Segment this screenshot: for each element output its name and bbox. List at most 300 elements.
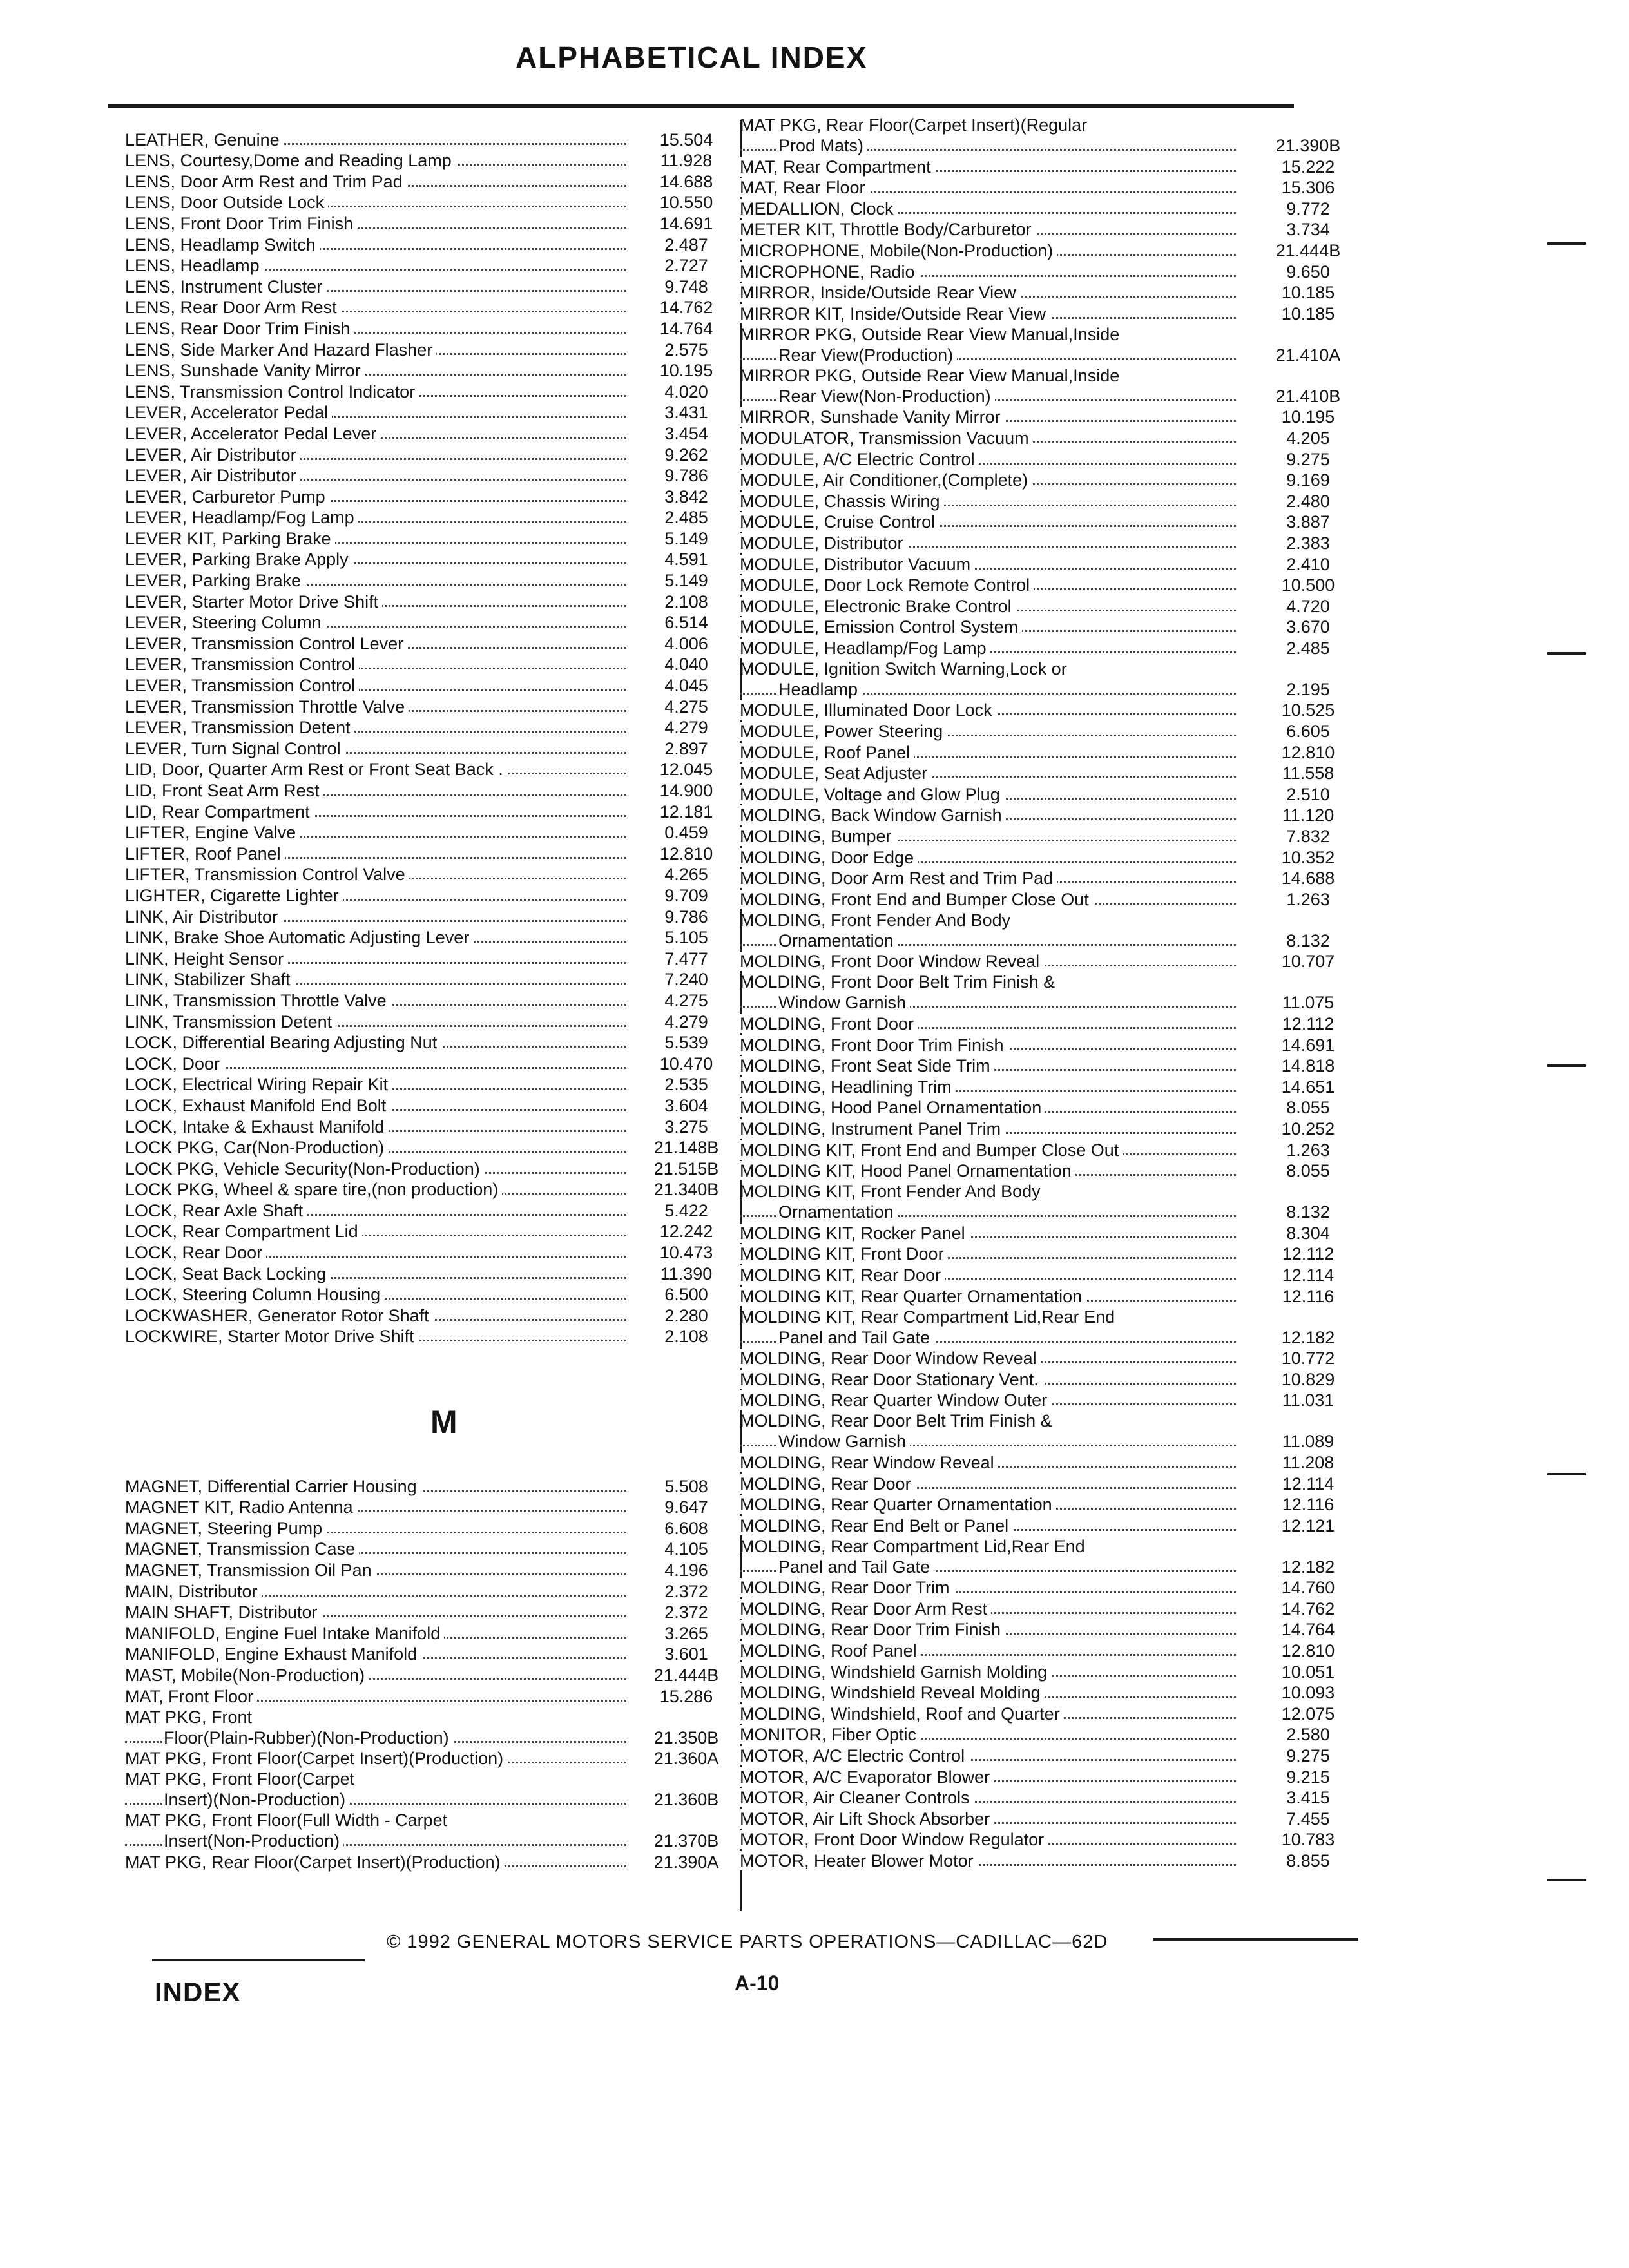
entry-name — [740, 742, 1245, 763]
entry-page-ref: 21.390A — [653, 1852, 719, 1872]
index-entry — [125, 1305, 737, 1326]
entry-page-ref: 8.855 — [1286, 1851, 1330, 1870]
entry-name — [125, 465, 635, 486]
index-entry — [740, 700, 1371, 721]
entry-name-line: MOLDING, Rear Door Belt Trim Finish & — [740, 1411, 1052, 1431]
index-entry — [740, 825, 1371, 847]
entry-page-ref: 21.370B — [653, 1831, 719, 1851]
entry-page-ref: 2.480 — [1286, 491, 1330, 511]
entry-name-text: LOCK PKG, Wheel & spare tire,(non production) — [125, 1180, 502, 1199]
index-entry — [740, 1619, 1371, 1640]
entry-name-continuation — [740, 1557, 1245, 1577]
entry-page-ref: 12.121 — [1281, 1515, 1335, 1535]
entry-name-text: MOLDING, Windshield, Roof and Quarter — [740, 1704, 1064, 1724]
index-entry — [125, 885, 737, 906]
entry-name — [125, 1748, 635, 1769]
entry-name — [125, 549, 635, 570]
entry-name-continuation — [740, 992, 1245, 1013]
index-entry — [740, 1682, 1371, 1704]
entry-page-ref: 4.265 — [664, 865, 708, 885]
footer-rule-right — [1153, 1938, 1358, 1941]
entry-name-text: MOLDING, Front Door Trim Finish — [740, 1035, 1008, 1055]
entry-name — [125, 445, 635, 465]
entry-name — [740, 1014, 1245, 1034]
entry-page-ref: 14.764 — [1281, 1620, 1335, 1640]
entry-name — [125, 402, 635, 423]
entry-name-text: MOLDING, Roof Panel — [740, 1641, 921, 1660]
entry-page-ref: 4.045 — [664, 676, 708, 696]
entry-name-text: LID, Front Seat Arm Rest — [125, 781, 323, 800]
entry-name — [125, 507, 635, 528]
entry-page-ref: 10.195 — [659, 361, 713, 381]
entry-page-ref: 3.887 — [1286, 512, 1330, 532]
entry-page-ref: 9.275 — [1286, 449, 1330, 469]
entry-name-text: MOLDING, Windshield Garnish Molding — [740, 1662, 1051, 1682]
index-entry — [125, 1707, 737, 1748]
entry-name-text: MAT PKG, Front Floor(Carpet Insert)(Production) — [125, 1749, 507, 1768]
margin-mark — [1547, 1064, 1586, 1067]
entry-page-ref: 2.575 — [664, 340, 708, 360]
entry-name-continuation — [740, 345, 1245, 365]
index-entry — [740, 1787, 1371, 1809]
index-entry — [740, 910, 1371, 951]
entry-name-text: MODULE, Door Lock Remote Control — [740, 575, 1034, 595]
entry-name — [740, 1745, 1245, 1766]
entry-page-ref: 14.688 — [659, 171, 713, 191]
index-entry — [740, 868, 1371, 889]
entry-name-text: MOTOR, Front Door Window Regulator — [740, 1830, 1048, 1849]
entry-name — [125, 1264, 635, 1284]
entry-name — [125, 1117, 635, 1137]
entry-name-text: MOLDING KIT, Front End and Bumper Close Out — [740, 1140, 1123, 1160]
entry-page-ref: 10.707 — [1281, 952, 1335, 972]
entry-name — [125, 570, 635, 591]
entry-name-text: MAGNET, Transmission Case — [125, 1539, 359, 1559]
index-entry — [125, 1095, 737, 1116]
entry-name-text: MOLDING, Front End and Bumper Close Out — [740, 890, 1093, 909]
entry-name-text: METER KIT, Throttle Body/Carburetor — [740, 220, 1036, 239]
entry-name-text: LEVER, Transmission Detent — [125, 718, 354, 737]
entry-name — [740, 1536, 1245, 1577]
index-entry — [125, 381, 737, 402]
entry-page-ref: 2.410 — [1286, 554, 1330, 574]
entry-name — [740, 219, 1245, 240]
index-entry — [740, 1661, 1371, 1682]
index-entry — [125, 150, 737, 171]
entry-name — [740, 533, 1245, 553]
index-entry — [740, 1808, 1371, 1829]
entry-name-text: LOCK, Rear Door — [125, 1243, 266, 1262]
entry-name — [740, 638, 1245, 658]
index-entry — [740, 1076, 1371, 1097]
entry-name-text: MOTOR, Air Lift Shock Absorber — [740, 1809, 994, 1829]
entry-continuation-text: Floor(Plain-Rubber)(Non-Production) — [164, 1728, 453, 1747]
entry-name — [125, 340, 635, 360]
index-entry — [740, 1222, 1371, 1244]
entry-name — [740, 1223, 1245, 1244]
entry-page-ref: 12.182 — [1281, 1557, 1335, 1577]
entry-name-text: LEVER, Air Distributor — [125, 445, 300, 465]
entry-name-text: MICROPHONE, Radio — [740, 262, 919, 282]
entry-name — [125, 612, 635, 633]
entry-name-text: LENS, Transmission Control Indicator — [125, 382, 419, 401]
entry-name — [740, 1160, 1245, 1181]
entry-name — [125, 1581, 635, 1602]
entry-name-text: LID, Door, Quarter Arm Rest or Front Seat Back . — [125, 760, 507, 779]
entry-page-ref: 11.031 — [1282, 1390, 1335, 1410]
entry-name-text: MOLDING, Back Window Garnish — [740, 805, 1006, 825]
entry-page-ref: 7.477 — [664, 948, 708, 968]
entry-name-line: MIRROR PKG, Outside Rear View Manual,Inside — [740, 365, 1120, 385]
index-entry — [125, 192, 737, 213]
entry-name — [740, 868, 1245, 889]
entry-name — [740, 240, 1245, 261]
entry-name-text: LEVER, Transmission Control Lever — [125, 634, 407, 653]
entry-name — [740, 157, 1245, 177]
index-entry — [740, 1013, 1371, 1034]
entry-page-ref: 4.105 — [664, 1539, 708, 1559]
index-entry — [125, 276, 737, 297]
entry-name-text: MAGNET, Steering Pump — [125, 1519, 326, 1538]
entry-name — [125, 192, 635, 213]
entry-name-text: LINK, Transmission Detent — [125, 1012, 336, 1032]
entry-name — [125, 1560, 635, 1581]
entry-page-ref: 12.112 — [1282, 1014, 1335, 1033]
entry-page-ref: 4.591 — [664, 550, 708, 570]
entry-page-ref: 1.263 — [1286, 889, 1330, 909]
entry-page-ref: 2.372 — [664, 1602, 708, 1622]
entry-page-ref: 6.608 — [664, 1518, 708, 1538]
entry-page-ref: 12.810 — [659, 843, 713, 863]
entry-name-text: MAT, Rear Compartment — [740, 157, 935, 177]
footer-rule-left — [152, 1959, 365, 1961]
entry-page-ref: 2.510 — [1286, 784, 1330, 804]
index-entry — [740, 324, 1371, 365]
entry-name-text: LEVER, Starter Motor Drive Shift — [125, 592, 382, 611]
entry-page-ref: 3.670 — [1286, 617, 1330, 637]
entry-page-ref: 3.415 — [1286, 1788, 1330, 1808]
entry-name — [740, 1286, 1245, 1307]
entry-name-text: LEVER, Accelerator Pedal — [125, 403, 332, 422]
entry-name — [125, 675, 635, 696]
entry-page-ref: 5.149 — [664, 528, 708, 548]
entry-name — [740, 826, 1245, 847]
index-entry — [125, 864, 737, 885]
entry-name-text: MOLDING, Rear Quarter Ornamentation — [740, 1495, 1056, 1514]
entry-page-ref: 15.286 — [659, 1686, 713, 1706]
entry-page-ref: 14.651 — [1281, 1077, 1335, 1097]
entry-name — [740, 177, 1245, 198]
entry-name — [125, 927, 635, 948]
index-entry — [125, 717, 737, 738]
entry-name — [125, 1644, 635, 1664]
index-entry — [740, 512, 1371, 533]
entry-name — [740, 1369, 1245, 1390]
entry-page-ref: 10.185 — [1281, 303, 1335, 323]
entry-name-text: MAGNET KIT, Radio Antenna — [125, 1497, 357, 1517]
index-entry — [740, 1850, 1371, 1871]
margin-mark — [1547, 1879, 1586, 1881]
index-entry — [740, 1745, 1371, 1766]
entry-page-ref: 2.108 — [664, 1327, 708, 1347]
entry-name — [740, 1599, 1245, 1619]
entry-name-text: LIGHTER, Cigarette Lighter — [125, 886, 343, 905]
index-entry — [740, 595, 1371, 617]
entry-page-ref: 14.762 — [659, 298, 713, 318]
index-entry — [125, 927, 737, 948]
index-entry — [740, 1348, 1371, 1369]
entry-name-text: LOCK, Seat Back Locking — [125, 1264, 330, 1283]
entry-page-ref: 5.539 — [664, 1033, 708, 1053]
entry-name-text: MOLDING, Front Door Window Reveal — [740, 952, 1043, 971]
page-title: ALPHABETICAL INDEX — [516, 41, 868, 74]
entry-name — [125, 213, 635, 234]
entry-name — [125, 843, 635, 864]
entry-page-ref: 21.340B — [653, 1180, 719, 1200]
entry-page-ref: 11.390 — [660, 1264, 713, 1283]
entry-name-text: MOLDING, Front Door — [740, 1014, 918, 1033]
entry-page-ref: 2.108 — [664, 591, 708, 611]
entry-page-ref: 21.360B — [653, 1790, 719, 1810]
index-entry — [125, 1517, 737, 1539]
entry-name — [125, 360, 635, 381]
entry-name — [740, 847, 1245, 868]
entry-name — [125, 822, 635, 843]
index-entry — [740, 1766, 1371, 1787]
index-entry — [125, 1284, 737, 1305]
entry-name-text: MOLDING, Door Arm Rest and Trim Pad — [740, 869, 1057, 888]
entry-name — [740, 721, 1245, 742]
entry-page-ref: 10.525 — [1281, 700, 1335, 720]
entry-name-continuation — [125, 1789, 635, 1810]
entry-page-ref: 4.196 — [664, 1560, 708, 1580]
entry-name — [740, 1619, 1245, 1640]
index-entry — [125, 570, 737, 591]
entry-name — [740, 303, 1245, 324]
entry-page-ref: 21.444B — [653, 1665, 719, 1685]
index-entry — [125, 696, 737, 717]
index-entry — [125, 360, 737, 381]
index-entry — [125, 1602, 737, 1623]
entry-name-text: LENS, Headlamp — [125, 256, 264, 275]
entry-name-text: LENS, Headlamp Switch — [125, 235, 320, 255]
entry-continuation-text: Prod Mats) — [778, 136, 867, 155]
index-entry — [125, 1032, 737, 1053]
index-entry — [740, 470, 1371, 491]
index-entry — [125, 1221, 737, 1242]
entry-page-ref: 12.810 — [1281, 742, 1335, 762]
index-entry — [740, 783, 1371, 805]
entry-name-line: MOLDING KIT, Rear Compartment Lid,Rear End — [740, 1307, 1115, 1327]
index-entry — [125, 234, 737, 255]
entry-name-text: LENS, Sunshade Vanity Mirror — [125, 361, 365, 380]
index-entry — [740, 115, 1371, 156]
entry-page-ref: 10.195 — [1281, 407, 1335, 427]
entry-name-text: LOCK, Door — [125, 1054, 224, 1073]
entry-name — [125, 990, 635, 1011]
index-entry — [740, 1055, 1371, 1077]
entry-name — [125, 759, 635, 780]
entry-page-ref: 12.116 — [1282, 1495, 1335, 1515]
entry-name — [125, 1242, 635, 1263]
entry-page-ref: 7.240 — [664, 970, 708, 990]
entry-name-text: LEVER, Carburetor Pump — [125, 487, 329, 506]
index-entry — [125, 486, 737, 507]
entry-name-text: MAGNET, Differential Carrier Housing — [125, 1477, 421, 1496]
left-column-m — [125, 1475, 737, 1872]
entry-name — [740, 470, 1245, 490]
entry-page-ref: 9.650 — [1286, 262, 1330, 282]
entry-page-ref: 21.410B — [1275, 386, 1341, 406]
entry-page-ref: 12.116 — [1282, 1286, 1335, 1306]
entry-name — [740, 763, 1245, 783]
index-entry — [740, 282, 1371, 303]
index-entry — [740, 847, 1371, 868]
entry-page-ref: 5.508 — [664, 1476, 708, 1496]
entry-page-ref: 10.500 — [1281, 575, 1335, 595]
entry-name — [125, 1852, 635, 1872]
entry-name — [125, 1158, 635, 1179]
index-entry — [125, 1497, 737, 1518]
entry-page-ref: 3.842 — [664, 486, 708, 506]
index-entry — [740, 1034, 1371, 1055]
entry-name-continuation — [740, 386, 1245, 407]
index-entry — [740, 1244, 1371, 1265]
entry-page-ref: 12.181 — [659, 802, 713, 822]
index-entry — [125, 1559, 737, 1581]
entry-continuation-text: Insert)(Non-Production) — [164, 1790, 349, 1809]
index-entry — [125, 1748, 737, 1769]
entry-page-ref: 12.075 — [1281, 1704, 1335, 1724]
entry-page-ref: 8.304 — [1286, 1223, 1330, 1243]
entry-name-text: MANIFOLD, Engine Exhaust Manifold — [125, 1644, 421, 1664]
entry-page-ref: 4.020 — [664, 381, 708, 401]
entry-name — [740, 910, 1245, 951]
entry-name-line: MOLDING, Front Fender And Body — [740, 910, 1011, 930]
entry-name — [125, 1179, 635, 1200]
entry-name — [740, 1307, 1245, 1348]
entry-page-ref: 9.275 — [1286, 1746, 1330, 1766]
entry-name — [125, 130, 635, 150]
entry-page-ref: 2.487 — [664, 235, 708, 255]
entry-name-continuation — [125, 1831, 635, 1851]
entry-page-ref: 14.762 — [1281, 1599, 1335, 1619]
entry-name — [125, 780, 635, 801]
entry-name-line: MODULE, Ignition Switch Warning,Lock or — [740, 658, 1067, 678]
entry-name — [740, 1494, 1245, 1515]
entry-name — [125, 591, 635, 612]
entry-page-ref: 9.647 — [664, 1497, 708, 1517]
entry-name — [125, 297, 635, 318]
left-column — [125, 129, 737, 1347]
entry-continuation-text: Insert(Non-Production) — [164, 1831, 343, 1850]
entry-page-ref: 9.262 — [664, 445, 708, 465]
entry-name-continuation — [740, 1327, 1245, 1348]
entry-name — [125, 1497, 635, 1517]
entry-name-text: LOCK, Differential Bearing Adjusting Nut — [125, 1033, 441, 1052]
entry-name-text: MAT, Rear Floor — [740, 178, 869, 197]
index-entry — [740, 448, 1371, 470]
entry-name — [125, 1665, 635, 1686]
entry-name-text: LOCK, Intake & Exhaust Manifold — [125, 1117, 388, 1137]
entry-name — [125, 528, 635, 549]
index-entry — [125, 948, 737, 969]
entry-page-ref: 10.829 — [1281, 1369, 1335, 1389]
entry-page-ref: 12.182 — [1281, 1327, 1335, 1347]
entry-name — [740, 658, 1245, 700]
page-number: A-10 — [735, 1972, 780, 1995]
entry-name-text: MODULE, A/C Electric Control — [740, 450, 979, 469]
entry-name-continuation — [740, 679, 1245, 700]
index-entry — [740, 1829, 1371, 1850]
index-entry — [125, 906, 737, 927]
entry-name — [740, 1119, 1245, 1139]
entry-name — [125, 255, 635, 276]
entry-page-ref: 9.709 — [664, 885, 708, 905]
index-entry — [125, 990, 737, 1011]
index-entry — [125, 1644, 737, 1665]
section-label: INDEX — [155, 1977, 241, 2007]
entry-name-text: LEVER, Headlamp/Fog Lamp — [125, 508, 358, 527]
entry-page-ref: 3.601 — [664, 1644, 708, 1664]
entry-name — [740, 1348, 1245, 1369]
index-entry — [125, 1200, 737, 1221]
entry-name-text: LEVER, Turn Signal Control — [125, 739, 345, 758]
entry-name — [740, 1035, 1245, 1055]
index-entry — [740, 1160, 1371, 1182]
entry-page-ref: 11.928 — [660, 151, 713, 171]
entry-name-text: LENS, Front Door Trim Finish — [125, 214, 357, 233]
index-entry — [125, 1326, 737, 1347]
copyright-line: © 1992 GENERAL MOTORS SERVICE PARTS OPERATIONS—CADILLAC—62D — [387, 1932, 1108, 1952]
entry-name-text: MODULE, Electronic Brake Control — [740, 597, 1016, 616]
index-entry — [125, 528, 737, 549]
entry-name — [740, 449, 1245, 470]
index-entry — [125, 1769, 737, 1810]
entry-name-line: MAT PKG, Front Floor(Carpet — [125, 1769, 355, 1789]
entry-name-text: LINK, Height Sensor — [125, 949, 287, 968]
entry-name-text: MOTOR, A/C Electric Control — [740, 1746, 969, 1765]
index-entry — [125, 1011, 737, 1032]
index-entry — [740, 1139, 1371, 1160]
entry-name-text: MOLDING, Headlining Trim — [740, 1077, 956, 1097]
entry-page-ref: 4.720 — [1286, 596, 1330, 616]
index-entry — [125, 339, 737, 360]
index-entry — [125, 1686, 737, 1707]
entry-name — [125, 381, 635, 402]
entry-name — [125, 486, 635, 507]
entry-page-ref: 12.242 — [659, 1222, 713, 1242]
entry-page-ref: 11.120 — [1282, 805, 1335, 825]
entry-name-text: MOTOR, Heater Blower Motor — [740, 1851, 978, 1870]
entry-name — [740, 365, 1245, 407]
entry-name — [740, 1662, 1245, 1682]
entry-page-ref: 14.760 — [1281, 1578, 1335, 1598]
index-entry — [125, 591, 737, 612]
index-entry — [125, 1179, 737, 1200]
entry-name — [125, 1476, 635, 1497]
entry-page-ref: 8.132 — [1286, 930, 1330, 950]
entry-name-text: LENS, Door Arm Rest and Trim Pad — [125, 172, 407, 191]
entry-name — [125, 1326, 635, 1347]
entry-page-ref: 12.114 — [1282, 1265, 1335, 1285]
index-entry — [740, 219, 1371, 240]
entry-page-ref: 10.473 — [659, 1243, 713, 1263]
entry-page-ref: 2.580 — [1286, 1725, 1330, 1745]
entry-page-ref: 4.275 — [664, 697, 708, 716]
entry-name — [740, 428, 1245, 448]
margin-mark — [1547, 1473, 1586, 1475]
